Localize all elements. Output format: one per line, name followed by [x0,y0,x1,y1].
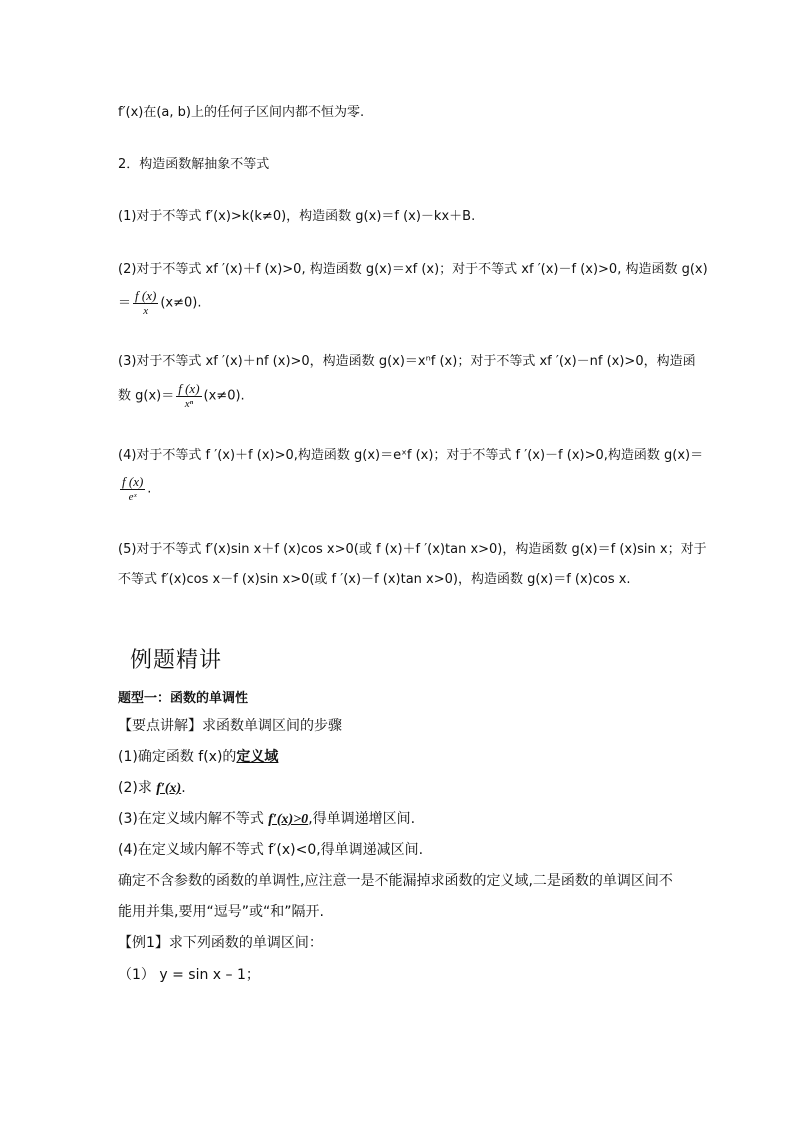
section-heading: 例题精讲 [130,648,223,673]
text-p3: (1)对于不等式 f′(x)>k(k≠0)，构造函数 g(x)＝f (x)－kx＋B. [118,209,476,224]
step-3 [118,810,415,829]
fraction-fx-over-x [133,288,158,318]
key-points-title: 【要点讲解】求函数单调区间的步骤 [118,718,342,734]
step-3-text: (3)在定义域内解不等式 [118,811,269,827]
example-1-title: 【例1】求下列函数的单调区间： [118,935,323,951]
fraction-numerator: f (x) [135,288,157,303]
p6b-post: . [147,481,152,497]
text-p5b [118,381,245,411]
fraction-numerator: f (x) [178,381,200,396]
step-3-underlined: f′(x)>0 [268,812,309,827]
step-2 [118,779,186,798]
note-line-1: 确定不含参数的函数的单调性,应注意一是不能漏掉求函数的定义域,二是函数的单调区间不 [118,873,673,889]
text-p7a: (5)对于不等式 f′(x)sin x＋f (x)cos x>0(或 f (x)＋f ′(x)tan x>0)，构造函数 g(x)＝f (x)sin x；对于 [118,542,707,557]
text-p6b [118,474,151,504]
text-p4a: (2)对于不等式 xf ′(x)＋f (x)>0, 构造函数 g(x)＝xf (x)；对于不等式 xf ′(x)－f (x)>0, 构造函数 g(x) [118,262,708,277]
p4b-post: (x≠0). [160,295,202,311]
step-3-post: ,得单调递增区间. [308,811,416,827]
p5b-post: (x≠0). [203,388,245,404]
fraction-denominator: x [143,305,149,317]
text-p5a: (3)对于不等式 xf ′(x)＋nf (x)>0，构造函数 g(x)＝xⁿf (x)；对于不等式 xf ′(x)－nf (x)>0，构造函 [118,354,696,369]
step-1 [118,748,278,766]
note-line-2: 能用并集,要用“逗号”或“和”隔开. [118,904,324,920]
text-p2: 2．构造函数解抽象不等式 [118,157,270,172]
step-4: (4)在定义域内解不等式 f′(x)<0,得单调递减区间. [118,842,424,858]
type-title: 题型一：函数的单调性 [118,691,249,706]
fraction-fx-over-ex [120,474,145,504]
text-p7b: 不等式 f′(x)cos x－f (x)sin x>0(或 f ′(x)－f (x)tan x>0)，构造函数 g(x)＝f (x)cos x. [118,572,631,587]
fraction-denominator: eˣ [128,491,137,503]
p4b-pre: ＝ [118,295,132,311]
text-p6a: (4)对于不等式 f ′(x)＋f (x)>0,构造函数 g(x)＝eˣf (x)；对于不等式 f ′(x)－f (x)>0,构造函数 g(x)＝ [118,448,704,463]
fraction-numerator: f (x) [122,474,144,489]
step-1-underlined: 定义域 [236,749,279,765]
step-1-text: (1)确定函数 f(x)的 [118,749,237,765]
text-p1: f′(x)在(a, b)上的任何子区间内都不恒为零. [118,105,365,120]
step-2-post: . [181,780,186,796]
p5b-pre: 数 g(x)＝ [118,388,175,404]
text-p4b [118,288,201,318]
step-2-text: (2)求 [118,780,157,796]
step-2-underlined: f′(x) [156,781,182,796]
fraction-denominator: xⁿ [184,398,194,410]
fraction-fx-over-xn [176,381,201,411]
example-1-item-1: （1） y = sin x – 1； [118,967,260,983]
